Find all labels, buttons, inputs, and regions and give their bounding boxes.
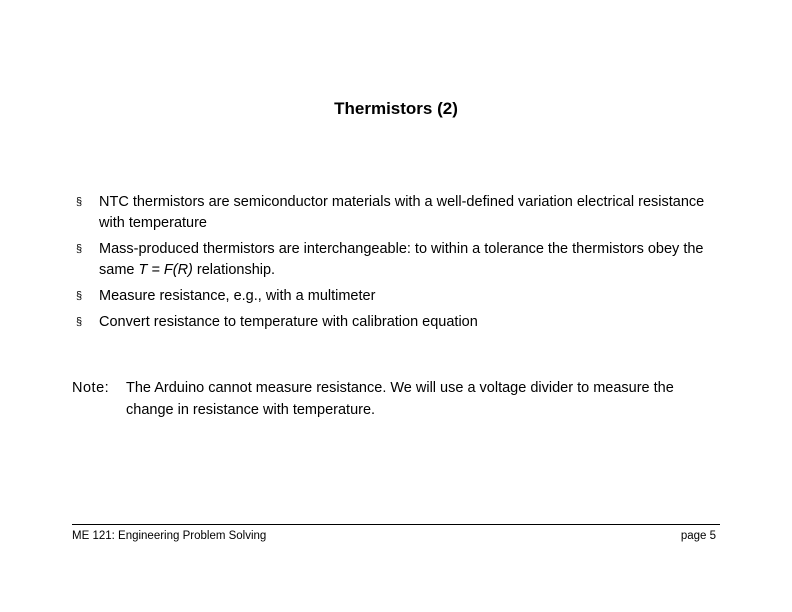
bullet-item-interchangeable [76, 239, 726, 281]
note-label: Note: [72, 380, 110, 396]
bullet-marker-icon: § [76, 290, 83, 302]
slide-title: Thermistors (2) [334, 99, 458, 118]
footer-course: ME 121: Engineering Problem Solving [72, 530, 267, 542]
bullet-text: Measure resistance, e.g., with a multimeter [99, 288, 376, 304]
bullet-marker-icon: § [76, 243, 83, 255]
footer-divider [72, 524, 720, 525]
footer-page-number: page 5 [680, 530, 716, 542]
bullet-marker-icon: § [76, 196, 83, 208]
bullet-text: Mass-produced thermistors are interchangeable: to within a tolerance the thermistors obey the same [99, 241, 704, 278]
note-text: The Arduino cannot measure resistance. We will use a voltage divider to measure the change in resistance with temperature. [126, 380, 674, 418]
bullet-item-ntc [76, 192, 726, 234]
bullet-item-measure [76, 286, 726, 307]
bullet-text: NTC thermistors are semiconductor materials with a well-defined variation electrical resistance with temperature [99, 194, 705, 231]
formula: T = F(R) [138, 262, 193, 278]
note [72, 377, 722, 421]
bullet-marker-icon: § [76, 316, 83, 328]
bullet-text-after: relationship. [192, 262, 276, 278]
bullet-item-convert [76, 312, 726, 333]
bullet-list [76, 192, 726, 338]
bullet-text: Convert resistance to temperature with calibration equation [99, 314, 478, 330]
